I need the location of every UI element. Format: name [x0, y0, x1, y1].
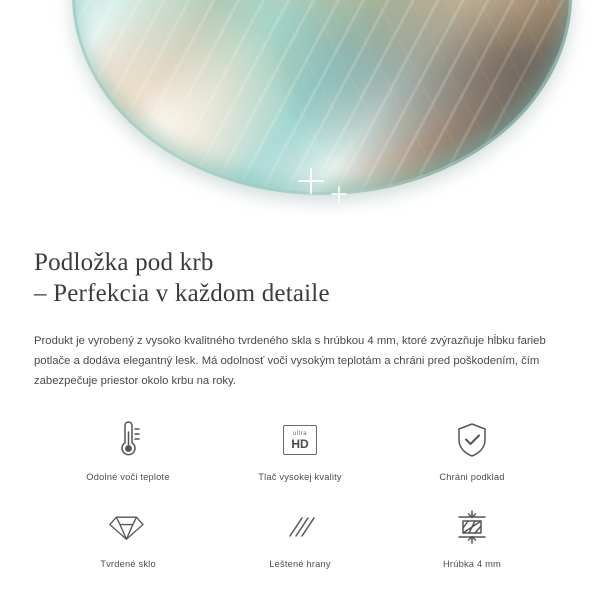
page-title-line-2: – Perfekcia v každom detaile — [34, 280, 330, 307]
polished-edges-icon — [277, 504, 323, 550]
hero-image — [0, 0, 600, 215]
feature-item-surface-protection — [386, 417, 558, 482]
content-area — [0, 215, 600, 569]
shield-check-icon — [449, 417, 495, 463]
page-title-line-1: Podložka pod krb — [34, 249, 214, 276]
glass-disc-graphic — [72, 0, 572, 195]
feature-item-print-quality — [214, 417, 386, 482]
ultra-hd-badge-top: ultra — [292, 430, 308, 437]
feature-label: Tvrdené sklo — [100, 559, 156, 569]
feature-label: Odolné voči teplote — [86, 472, 170, 482]
feature-item-tempered-glass — [42, 504, 214, 569]
feature-label: Chráni podklad — [439, 472, 505, 482]
ultra-hd-badge-main: HD — [291, 436, 309, 451]
feature-item-thickness — [386, 504, 558, 569]
feature-label: Hrúbka 4 mm — [443, 559, 501, 569]
thickness-icon — [449, 504, 495, 550]
feature-item-polished-edges — [214, 504, 386, 569]
feature-label: Leštené hrany — [269, 559, 331, 569]
page-title — [34, 247, 566, 309]
feature-grid — [34, 417, 566, 569]
product-description: Produkt je vyrobený z vysoko kvalitného tvrdeného skla s hrúbkou 4 mm, ktoré zvýrazňuje hĺbku farieb potlače a dodáva elegantný lesk. Má odolnosť voči vysokým teplotám a chráni pred poškodením, čím zabezpečuje priestor okolo krbu na roky. — [34, 335, 546, 387]
feature-item-heat-resistance — [42, 417, 214, 482]
diamond-icon — [105, 504, 151, 550]
feature-label: Tlač vysokej kvality — [258, 472, 342, 482]
ultra-hd-icon — [277, 417, 323, 463]
thermometer-icon — [105, 417, 151, 463]
